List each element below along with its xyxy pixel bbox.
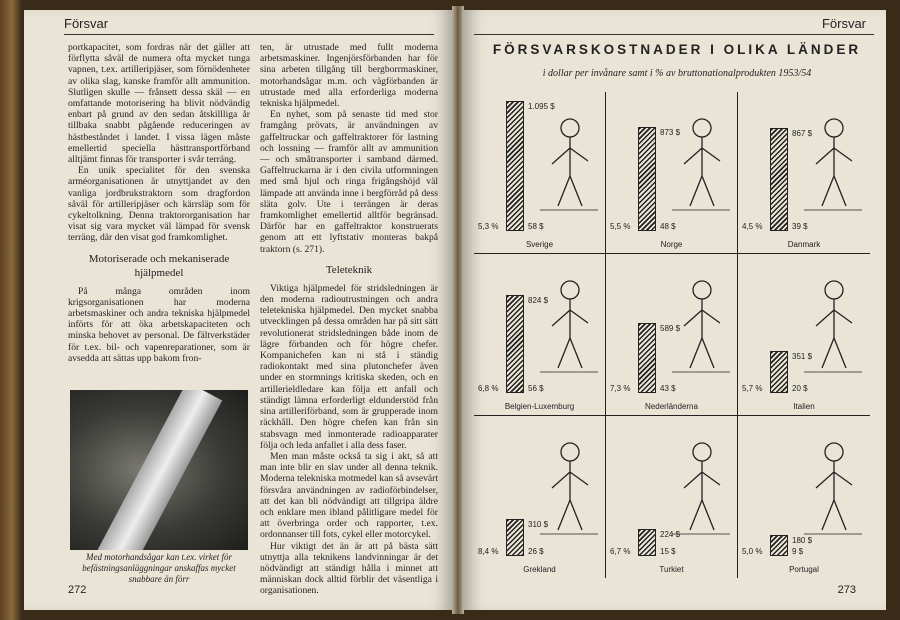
country-illustration — [664, 268, 734, 378]
percent-label: 5,3 % — [478, 222, 499, 231]
defense-label: 39 $ — [792, 222, 808, 231]
country-illustration — [532, 106, 602, 216]
defense-label: 56 $ — [528, 384, 544, 393]
gnp-label: 824 $ — [528, 296, 549, 306]
paragraph: En unik specialitet för den svenska arméorganisationen är utnyttjandet av den vanliga jordbrukstraktorn som dragfordon såväl för artilleripjäser och kärrsläp som för cykeltolkning. Denna traktororganisation har visat sig vara mycket väl lämpad för svensk terräng, där den visat god framkomlighet. — [68, 165, 250, 244]
gnp-bar — [770, 351, 788, 393]
chart-subtitle: i dollar per invånare samt i % av bruttonationalprodukten 1953/54 — [542, 68, 812, 79]
gnp-bar — [638, 323, 656, 393]
country-illustration — [532, 268, 602, 378]
gnp-label: 873 $ — [660, 128, 681, 138]
percent-label: 4,5 % — [742, 222, 763, 231]
gnp-bar — [638, 127, 656, 231]
country-cell-sverige — [474, 92, 606, 254]
country-cell-portugal — [738, 416, 870, 578]
country-cell-turkiet — [606, 416, 738, 578]
country-cell-danmark — [738, 92, 870, 254]
paragraph: En nyhet, som på senaste tid med stor framgång prövats, är användningen av gaffeltruckar och gaffeltraktorer för lastning och lossning — framför allt av ammunition — och småtransporter i samband därmed. Gaffeltruckarna är i den civila utformningen med små hjul och ringa frigångshöjd väl lämpade att använda inne i bergförråd på dess släta golv. Ute i terrängen är deras framkomlighet emellertid alltför begränsad. Därför har en gaffeltraktor konstruerats genom att ett lyftstativ monteras bakpå traktorn (s. 271). — [260, 109, 438, 255]
photo-caption: Med motorhandsågar kan t.ex. virket för befästningsanläggningar anskaffas mycket snabbare än förr — [82, 552, 236, 584]
gnp-label: 224 $ — [660, 530, 681, 540]
paragraph: Hur viktigt det än är att på bästa sätt utnyttja alla teknikens landvinningar är det nödvändigt att ständigt hålla i minnet att människan dock alltid förblir det väsentliga i organisationen. — [260, 540, 438, 597]
right-head-rule — [474, 34, 874, 35]
country-name: Sverige — [525, 240, 554, 249]
country-illustration — [796, 268, 866, 378]
gnp-label: 310 $ — [528, 520, 549, 530]
defense-label: 48 $ — [660, 222, 676, 231]
left-head-rule — [64, 34, 434, 35]
tree-trunk-shape — [98, 390, 223, 550]
gnp-label: 180 $ — [792, 535, 813, 545]
country-illustration — [664, 106, 734, 216]
defense-label: 9 $ — [792, 547, 804, 556]
gnp-bar — [770, 128, 788, 231]
country-cell-norge — [606, 92, 738, 254]
gnp-label: 351 $ — [792, 352, 813, 362]
country-illustration — [796, 106, 866, 216]
country-illustration — [796, 430, 866, 540]
percent-label: 5,5 % — [610, 222, 631, 231]
country-name: Norge — [660, 240, 683, 249]
country-chart-grid — [474, 92, 870, 578]
percent-label: 5,7 % — [742, 384, 763, 393]
percent-label: 5,0 % — [742, 547, 763, 556]
country-cell-nederländerna — [606, 254, 738, 416]
right-running-head: Försvar — [821, 16, 866, 31]
right-page — [462, 10, 886, 610]
percent-label: 6,8 % — [478, 384, 499, 393]
defense-label: 58 $ — [528, 222, 544, 231]
gnp-bar — [506, 295, 524, 393]
paragraph: Viktiga hjälpmedel för stridsledningen är den moderna radioutrustningen och andra teletekniska hjälpmedel. Den mycket snabba utvecklingen på dessa områden har på sitt sätt revolutionerat stridsledningen både inom de lägre förbanden och för högre chefer. Kompanichefen kan ni stå i ständig radiokontakt med sina plutonchefer även under en stormnings kritiska skeden, och en artillerieldledare kan följa ett anfall och ständigt lämna erforderligt eldunderstöd från sina artilleriförband, som är grupperade inom räckhåll. Den högre chefen kan från sin stabsvagn med inmonterade radioapparater följa och leda anfallet i alla dess faser. — [260, 282, 438, 451]
paragraph: På många områden inom krigsorganisationen har moderna arbetsmaskiner och andra tekniska hjälpmedel införts för att öka arbetskapaciteten och minska behovet av personal. De fältverkstäder för t.ex. bil- och vapenreparationer, som är avsedda att sättas upp bakom fron- — [68, 285, 250, 364]
gnp-bar — [506, 519, 524, 556]
country-cell-grekland — [474, 416, 606, 578]
chart-title: FÖRSVARSKOSTNADER I OLIKA LÄNDER — [492, 42, 862, 57]
gnp-label: 589 $ — [660, 324, 681, 334]
paragraph: portkapacitet, som fordras när det gäller att förflytta såväl de numera ofta mycket tunga vapnen, t.ex. artilleripjäser, som förnödenheter av olika slag, kanske framför allt ammunition. Slutligen skulle — frånsett dessa skäl — en omfattande motorisering ha blivit nödvändig enbart på grund av den sedan åtskillliga år tillbaka snabbt pågående reduceringen av hästbeståndet i landet. I vissa lägen måste emellertid speciella hästtransportförband alltjämt finnas för transporter i svår terräng. — [68, 42, 250, 166]
gnp-bar — [770, 535, 788, 556]
gnp-bar — [506, 101, 524, 231]
percent-label: 7,3 % — [610, 384, 631, 393]
section-heading-teleteknik: Teleteknik — [325, 263, 373, 276]
country-name: Italien — [793, 402, 815, 411]
left-page-number: 272 — [68, 584, 87, 596]
gnp-label: 867 $ — [792, 129, 813, 139]
gnp-bar — [638, 529, 656, 556]
country-name: Turkiet — [659, 565, 684, 574]
country-illustration — [532, 430, 602, 540]
gnp-label: 1.095 $ — [528, 102, 555, 111]
defense-label: 15 $ — [660, 547, 676, 556]
right-page-number: 273 — [837, 584, 856, 596]
country-cell-belgien-luxemburg — [474, 254, 606, 416]
percent-label: 6,7 % — [610, 547, 631, 556]
defense-label: 43 $ — [660, 384, 676, 393]
chainsaw-photo — [70, 390, 248, 550]
country-name: Portugal — [789, 565, 819, 574]
country-name: Belgien-Luxemburg — [504, 402, 575, 411]
left-page — [24, 10, 454, 610]
section-heading-motoriserade: Motoriserade och mekaniserade hjälpmedel — [88, 252, 230, 279]
defense-label: 20 $ — [792, 384, 808, 393]
country-illustration — [664, 430, 734, 540]
country-name: Nederländerna — [645, 402, 698, 411]
percent-label: 8,4 % — [478, 547, 499, 556]
country-cell-italien — [738, 254, 870, 416]
paragraph: Men man måste också ta sig i akt, så att man inte blir en slav under all denna teknik. Moderna telekniska motmedel kan så avsevärt försvåra användningen av radioförbindelser, att det kan bli nödvändigt att tillgripa äldre och enklare men ibland pålitligare medel för att överbringa order och rapporter, t.ex. ordonnanser till fots, cykel eller motorcykel. — [260, 450, 438, 541]
defense-label: 26 $ — [528, 547, 544, 556]
country-name: Grekland — [523, 565, 556, 574]
paragraph: ten, är utrustade med fullt moderna arbetsmaskiner. Ingenjörsförbanden har för sina arbeten tillgång till bergborrmaskiner, motorhandsågar m.m. och vägförbanden är utrustade med alla erforderliga moderna tekniska hjälpmedel. — [260, 42, 438, 110]
left-column-1 — [68, 42, 250, 364]
country-name: Danmark — [787, 240, 821, 249]
left-running-head: Försvar — [64, 16, 109, 31]
left-column-2 — [260, 42, 438, 597]
